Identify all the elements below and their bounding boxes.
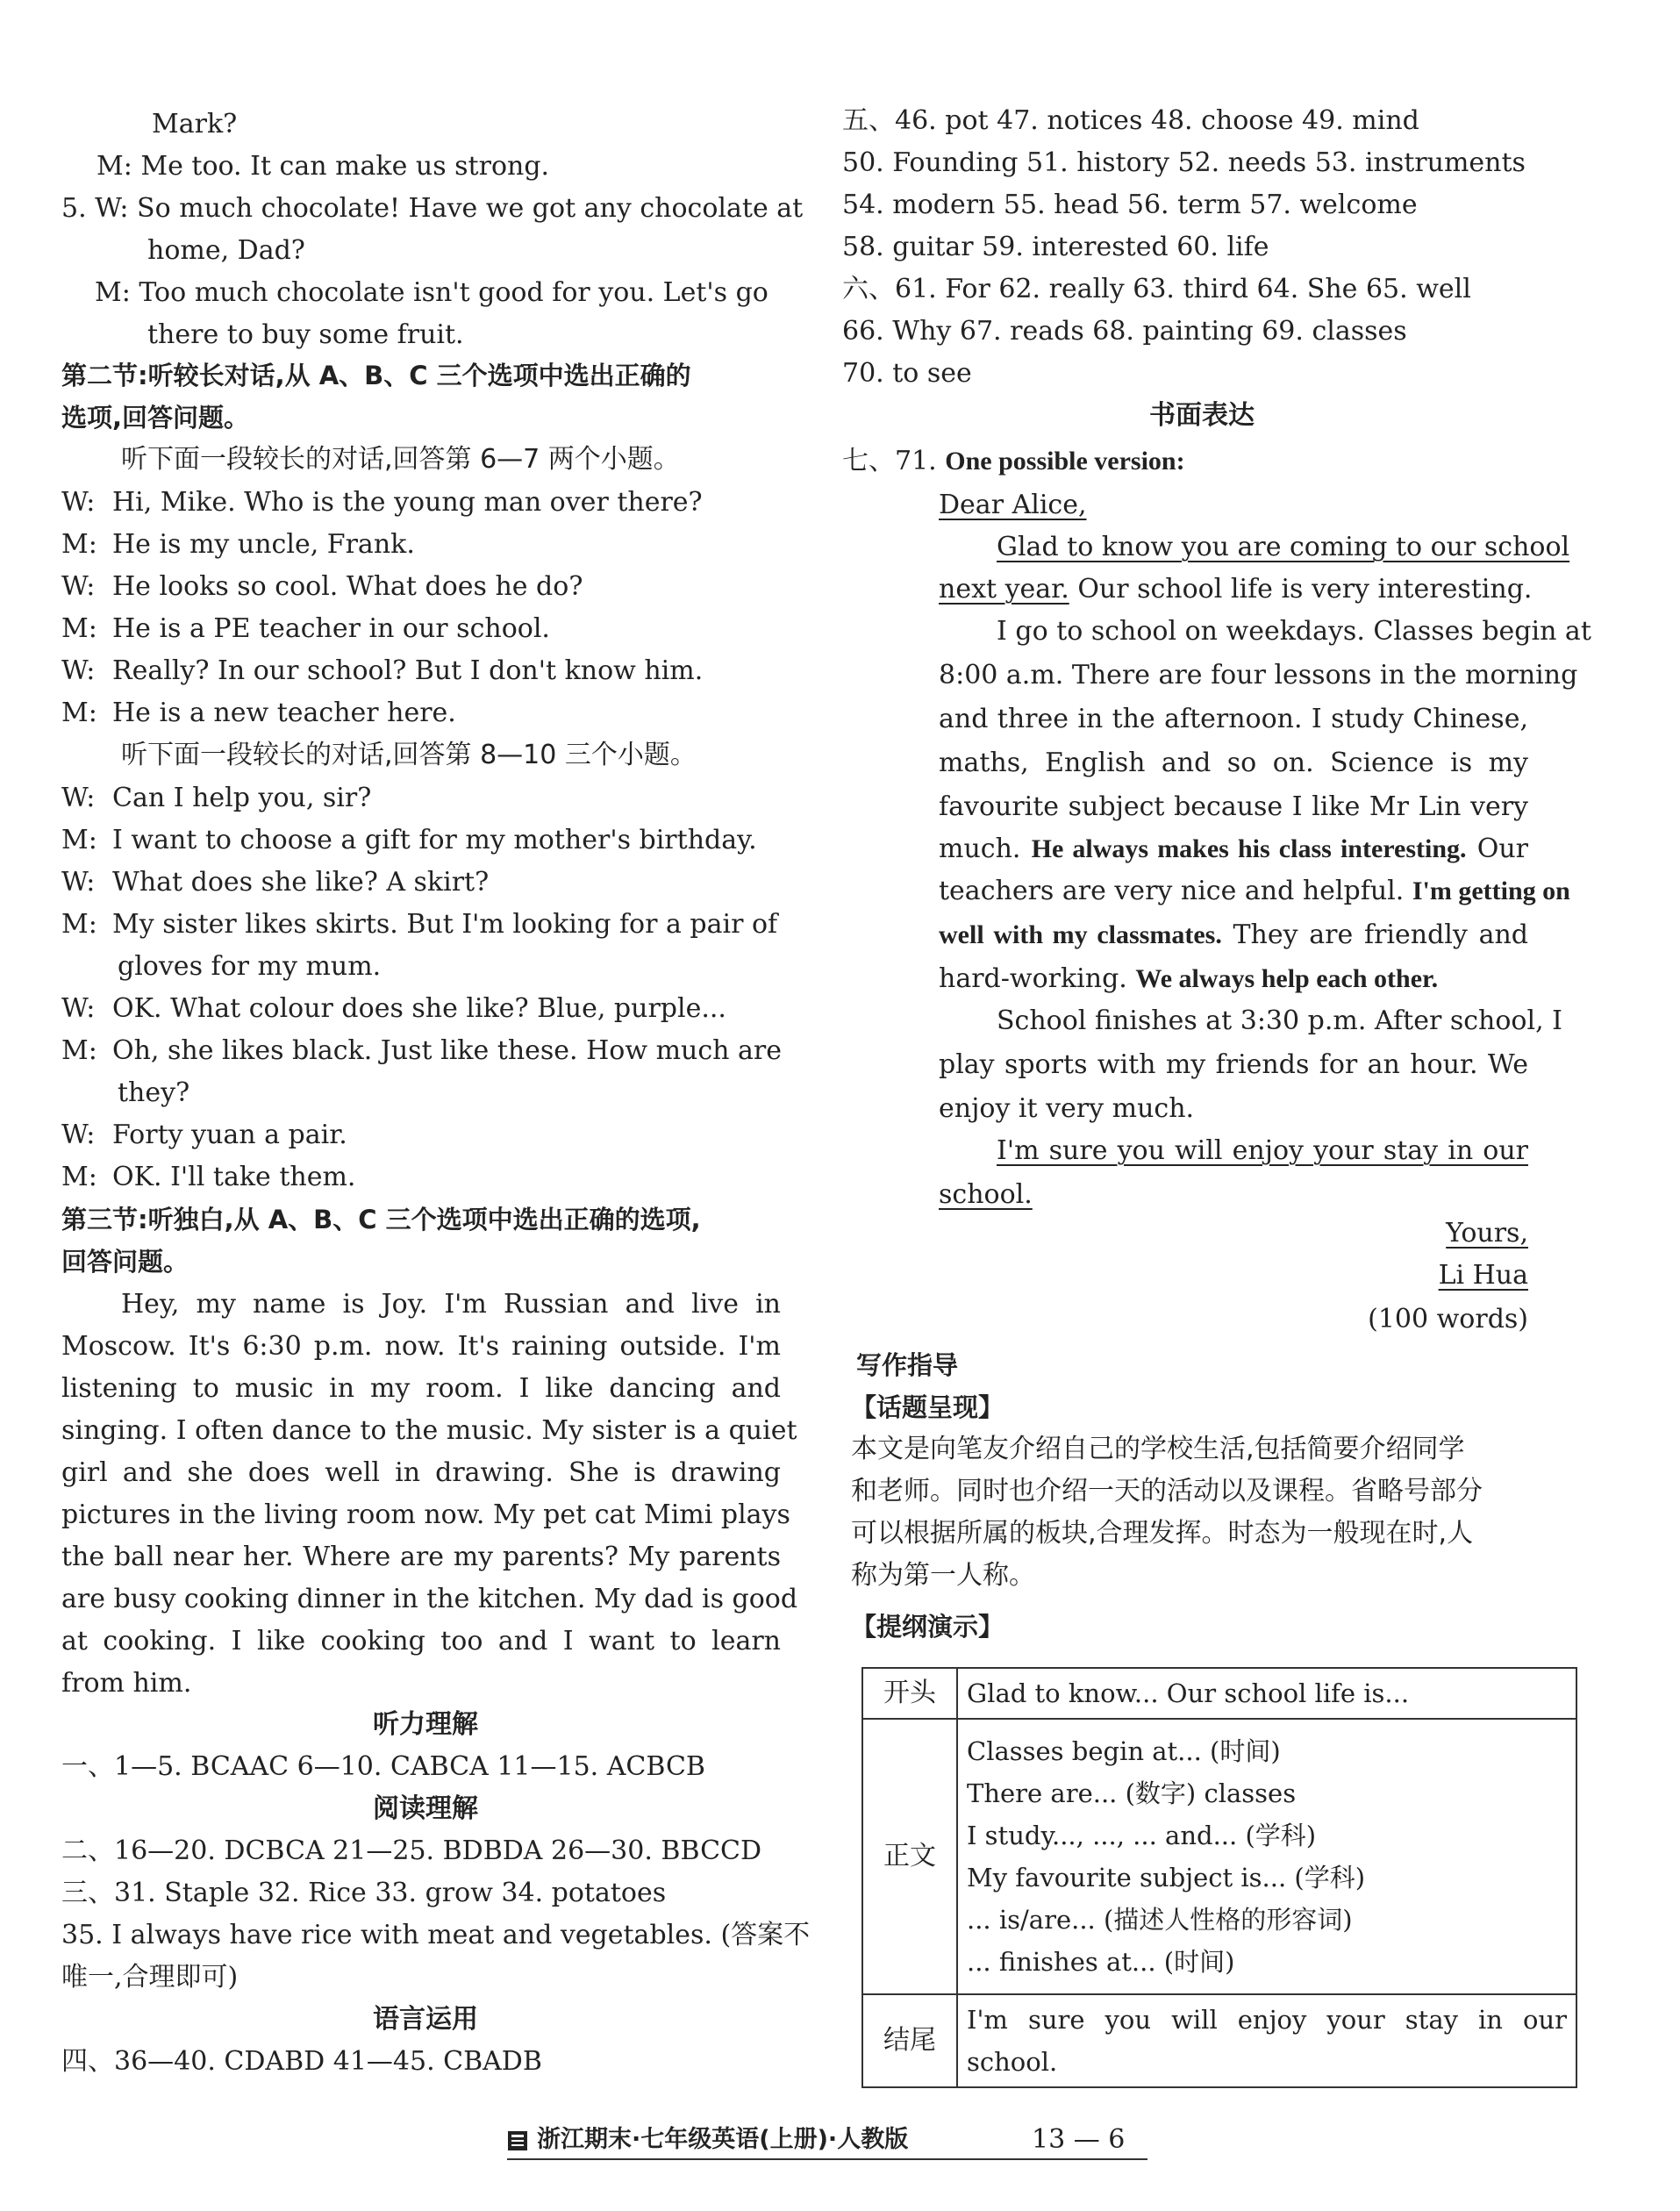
essay-line: play sports with my friends for an hour. We [939,1049,1528,1080]
outline-item: My favourite subject is... (学科) [967,1863,1366,1893]
speaker: W: [61,783,96,813]
section-title: 第三节:听独白,从 A、B、C 三个选项中选出正确的选项, [61,1205,701,1234]
monologue-line: Moscow. It's 6:30 p.m. now. It's raining outside. I'm [61,1331,781,1362]
essay-line [939,832,1528,867]
answer-heading: 书面表达 [1149,400,1255,431]
essay-line [939,874,1570,909]
answer-line: 70. to see [842,358,972,389]
page-number: 13 — 6 [1032,2124,1126,2155]
page-footer [507,2118,1147,2162]
row-header: 正文 [862,1719,957,1994]
instruction: 听下面一段较长的对话,回答第 8—10 三个小题。 [121,740,697,770]
utterance: He looks so cool. What does he do? [112,571,583,602]
table-row [862,1719,1576,1994]
answer-line: 五、46. pot 47. notices 48. choose 49. mind [842,105,1419,136]
section-title: 回答问题。 [61,1247,189,1277]
instruction: 听下面一段较长的对话,回答第 6—7 两个小题。 [121,444,680,475]
answer-line: 二、16—20. DCBCA 21—25. BDBDA 26—30. BBCCD [61,1835,762,1866]
answer-heading: 听力理解 [373,1709,478,1740]
answer-line: 50. Founding 51. history 52. needs 53. instruments [842,147,1526,178]
essay-text: Our school life is very interesting. [1077,574,1533,605]
essay-line: School finishes at 3:30 p.m. After school, I [997,1005,1562,1036]
answer-line: 35. I always have rice with meat and vegetables. (答案不 [61,1920,811,1950]
guide-subtitle: 【提纲演示】 [851,1612,1004,1642]
essay-text: They are friendly and [1233,919,1528,950]
essay-line [939,918,1528,953]
section-title: 第二节:听较长对话,从 A、B、C 三个选项中选出正确的 [61,361,691,390]
monologue-line: pictures in the living room now. My pet cat Mimi plays [61,1499,790,1530]
utterance: Hi, Mike. Who is the young man over there? [112,487,703,518]
bold-phrase: well with my classmates. [939,920,1222,949]
monologue-line: singing. I often dance to the music. My sister is a quiet [61,1415,797,1446]
utterance: Oh, she likes black. Just like these. How much are [112,1035,782,1066]
utterance: He is a new teacher here. [112,698,456,728]
answer-heading: 阅读理解 [373,1793,478,1824]
speaker: M: [61,1035,97,1066]
footer-title: 浙江期末·七年级英语(上册)·人教版 [537,2126,909,2153]
section-title: 选项,回答问题。 [61,403,250,433]
answer-line: 一、1—5. BCAAC 6—10. CABCA 11—15. ACBCB [61,1751,705,1782]
utterance: He is a PE teacher in our school. [112,613,550,644]
essay-text: hard-working. [939,963,1127,994]
speaker: W: [61,487,96,518]
essay-line: I'm sure you will enjoy your stay in our [997,1135,1528,1166]
guide-title: 写作指导 [856,1350,959,1380]
table-row [862,1994,1576,2087]
essay-line: favourite subject because I like Mr Lin very [939,791,1528,822]
dialogue-line [61,1160,355,1195]
speaker: W: [61,867,96,898]
guide-text: 和老师。同时也介绍一天的活动以及课程。省略号部分 [851,1476,1483,1506]
table-cell [957,1994,1576,2087]
text-line: home, Dad? [147,235,305,266]
monologue-line: the ball near her. Where are my parents? My parents [61,1542,781,1572]
utterance: I want to choose a gift for my mother's birthday. [112,825,757,855]
utterance: Forty yuan a pair. [112,1120,347,1150]
dialogue-line [61,654,703,689]
utterance: What does she like? A skirt? [112,867,490,898]
footer-rule [507,2158,1147,2160]
dialogue-line [61,1118,347,1153]
outline-item: I'm sure you will enjoy your stay in our [967,2005,1567,2035]
monologue-line: Hey, my name is Joy. I'm Russian and live in [121,1289,781,1320]
word-count: (100 words) [1368,1304,1528,1334]
speaker: M: [61,825,97,855]
answer-line: 66. Why 67. reads 68. painting 69. classes [842,316,1407,347]
speaker: M: [61,613,97,644]
speaker: M: [61,529,97,560]
utterance: Really? In our school? But I don't know him. [112,655,704,686]
dialogue-line [61,527,415,562]
answer-line: 四、36—40. CDABD 41—45. CBADB [61,2046,542,2077]
monologue-line: are busy cooking dinner in the kitchen. My dad is good [61,1584,798,1614]
essay-line: school. [939,1179,1033,1210]
table-row [862,1668,1576,1719]
dialogue-line [61,991,726,1027]
essay-line: Glad to know you are coming to our school [997,532,1570,562]
signature-name: Li Hua [1438,1260,1528,1291]
text-line: Mark? [152,109,238,140]
essay-text: teachers are very nice and helpful. [939,876,1405,906]
speaker: M: [61,1162,97,1192]
utterance: He is my uncle, Frank. [112,529,415,560]
outline-item: ... finishes at... (时间) [967,1947,1235,1977]
monologue-line: girl and she does well in drawing. She is drawing [61,1457,781,1488]
answer-line: 唯一,合理即可) [61,1962,239,1993]
guide-text: 可以根据所属的板块,合理发挥。时态为一般现在时,人 [851,1518,1474,1549]
bold-phrase: He always makes his class interesting. [1031,834,1467,863]
outline-item: There are... (数字) classes [967,1778,1297,1808]
dialogue-line [61,612,550,647]
essay-signature [842,1258,1528,1293]
essay-line [939,572,1532,607]
dialogue-line [95,275,769,311]
speaker: W: [61,655,96,686]
essay-line: maths, English and so on. Science is my [939,748,1528,778]
essay-line: 8:00 a.m. There are four lessons in the morning [939,660,1578,690]
utterance: So much chocolate! Have we got any chocolate at [137,193,804,224]
speaker: 5. W: [61,193,129,224]
row-header: 开头 [862,1668,957,1719]
utterance: Me too. It can make us strong. [140,151,550,182]
table-cell: Glad to know... Our school life is... [957,1668,1576,1719]
speaker: W: [61,1120,96,1150]
dialogue-line: they? [118,1077,190,1108]
answer-heading: 语言运用 [373,2004,478,2035]
answer-line: 六、61. For 62. really 63. third 64. She 65. well [842,274,1471,304]
row-header: 结尾 [862,1994,957,2087]
outline-item: I study..., ..., ... and... (学科) [967,1821,1317,1850]
answer-line: 54. modern 55. head 56. term 57. welcome [842,190,1418,220]
speaker: M: [61,909,97,940]
text-line: there to buy some fruit. [147,319,464,350]
outline-item: Classes begin at... (时间) [967,1736,1281,1766]
dialogue-line [61,485,703,520]
speaker: M: [61,698,97,728]
essay-line [939,962,1438,997]
guide-text: 称为第一人称。 [851,1560,1035,1591]
dialogue-line [97,149,549,184]
speaker: W: [61,993,96,1024]
essay-line: I go to school on weekdays. Classes begin at [997,616,1591,647]
bold-phrase: We always help each other. [1135,964,1439,993]
essay-text: Our [1476,834,1528,864]
guide-subtitle: 【话题呈现】 [851,1392,1004,1422]
dialogue-line [61,569,583,605]
essay-line: enjoy it very much. [939,1093,1195,1124]
utterance: My sister likes skirts. But I'm looking for a pair of [112,909,778,940]
dialogue-line [61,191,803,226]
dialogue-line [61,907,777,942]
bold-phrase: I'm getting on [1412,877,1570,905]
guide-text: 本文是向笔友介绍自己的学校生活,包括简要介绍同学 [851,1434,1465,1464]
question-number: 七、71. [842,446,946,476]
monologue-line: listening to music in my room. I like dancing and [61,1373,781,1404]
closing-word: Yours, [1446,1218,1528,1249]
utterance: Can I help you, sir? [112,783,372,813]
answer-line: 58. guitar 59. interested 60. life [842,232,1269,262]
essay-greeting: Dear Alice, [939,490,1087,520]
essay-text: much. [939,834,1021,864]
essay-closing [842,1216,1528,1251]
utterance: OK. I'll take them. [112,1162,356,1192]
book-icon [507,2130,528,2151]
monologue-line: at cooking. I like cooking too and I want to learn [61,1626,781,1656]
utterance: OK. What colour does she like? Blue, purple... [112,993,726,1024]
table-cell [957,1719,1576,1994]
essay-line: and three in the afternoon. I study Chinese, [939,704,1528,734]
dialogue-line [61,696,456,731]
dialogue-line [61,865,489,900]
version-label: One possible version: [945,447,1185,476]
essay-label [842,444,1185,479]
monologue-line: from him. [61,1668,192,1699]
outline-item: school. [967,2047,1058,2077]
dialogue-line [61,781,371,816]
answer-line: 三、31. Staple 32. Rice 33. grow 34. potatoes [61,1878,667,1908]
dialogue-line: gloves for my mum. [118,951,382,982]
dialogue-line [61,823,757,858]
outline-table [861,1667,1577,2088]
speaker: M: [97,151,132,182]
underlined-phrase: next year. [939,574,1069,605]
utterance: Too much chocolate isn't good for you. Let's go [139,277,769,308]
dialogue-line [61,1034,782,1069]
speaker: W: [61,571,96,602]
speaker: M: [95,277,131,308]
outline-item: ... is/are... (描述人性格的形容词) [967,1905,1353,1935]
